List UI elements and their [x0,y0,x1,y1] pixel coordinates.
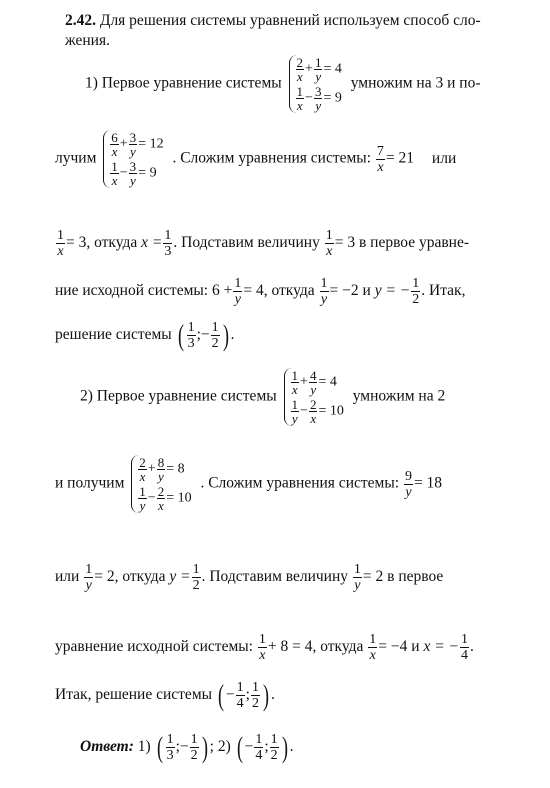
solution-line: Итак, решение системы ( − $\frac{1}{4}$ ; $\frac{1}{2}$ ) . [55,678,275,712]
system-line-1 [85,55,481,113]
text-line: $\frac{1}{x}$ = 3, откуда x = $\frac{1}{3}$ . Подставим величину $\frac{1}{x}$ = 3 в первое уравне- [57,228,470,259]
text-line: жения. [65,32,110,49]
text-line: или $\frac{1}{y}$ = 2, откуда y = $\frac{1}{2}$ . Подставим величину $\frac{1}{y}$ = 2 в первое [55,562,444,593]
text-line: уравнение исходной системы: $\frac{1}{x}$ + 8 = 4, откуда $\frac{1}{x}$ = −4 и x = − $\frac{1}{4}$ . [55,632,474,663]
text: умножим на 3 и по- [350,74,481,92]
equation-system: $\frac{2}{x}$ + $\frac{1}{y}$ = 4 $\frac{1}{x}$ − $\frac{3}{y}$ = 9 [289,55,344,113]
text: 1) Первое уравнение системы [85,74,282,92]
answer-label: Ответ: [80,738,134,756]
solution-line: решение системы ( $\frac{1}{3}$ ;− $\frac{1}{2}$ ) . [55,318,235,352]
heading-line [65,12,481,30]
answer-line: Ответ: 1) ( $\frac{1}{3}$ ;− $\frac{1}{2}$ ) ; 2) ( − $\frac{1}{4}$ ; $\frac{1}{2}$ ) . [80,730,294,764]
equation-system: $\frac{6}{x}$ + $\frac{3}{y}$ = 12 $\frac{1}{x}$ − $\frac{3}{y}$ = 9 [103,130,165,188]
text-line: ние исходной системы: 6 + $\frac{1}{y}$ = 4, откуда $\frac{1}{y}$ = −2 и y = − $\frac{1}{2}$ . Итак, [55,276,466,307]
system-line-3: 2) Первое уравнение системы $\frac{1}{x}$ + $\frac{4}{y}$ = 4 $\frac{1}{y}$ − $\frac{2}{x}$ = 10 умножим на 2 [80,368,446,426]
problem-number: 2.42. [65,12,96,29]
text: Для решения системы уравнений используем способ сло- [96,12,481,29]
text: лучим [55,149,97,167]
text: . Сложим уравнения системы: [172,149,372,167]
system-line-4: и получим $\frac{2}{x}$ + $\frac{8}{y}$ = 8 $\frac{1}{y}$ − $\frac{2}{x}$ = 10 . Сложим уравнения системы: $\frac{9}{y}$ = 18 [55,455,443,513]
system-line-2: лучим $\frac{6}{x}$ + $\frac{3}{y}$ = 12 $\frac{1}{x}$ − $\frac{3}{y}$ = 9 . Сложим уравнения системы: $\frac{7}{x}$ = 21 или [55,130,457,188]
equation-system: $\frac{1}{x}$ + $\frac{4}{y}$ = 4 $\frac{1}{y}$ − $\frac{2}{x}$ = 10 [284,368,346,426]
equation-system: $\frac{2}{x}$ + $\frac{8}{y}$ = 8 $\frac{1}{y}$ − $\frac{2}{x}$ = 10 [131,455,193,513]
